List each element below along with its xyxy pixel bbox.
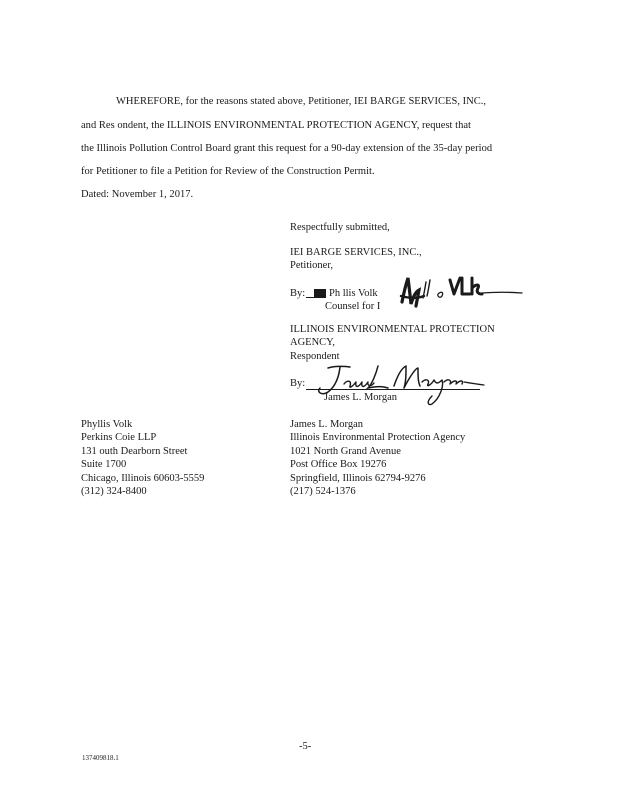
- left-contact-line-6: (312) 324-8400: [81, 486, 147, 497]
- respondent-name-line-2: AGENCY,: [290, 337, 336, 348]
- petitioner-signer-name: Ph llis Volk: [329, 288, 378, 299]
- right-contact-line-5: Springfield, Illinois 62794-9276: [290, 473, 426, 484]
- respectfully-submitted: Respectfully submitted,: [290, 222, 390, 233]
- dated-line: Dated: November 1, 2017.: [81, 189, 194, 200]
- petitioner-handwritten-signature: [398, 274, 524, 310]
- body-line-1: WHEREFORE, for the reasons stated above, Petitioner, IEI BARGE SERVICES, INC.,: [116, 96, 487, 107]
- respondent-handwritten-signature: [306, 362, 486, 408]
- document-code: 137409818.1: [82, 754, 119, 762]
- left-contact-line-1: Phyllis Volk: [81, 419, 133, 430]
- petitioner-by-label: By:: [290, 288, 306, 299]
- body-line-4: for Petitioner to file a Petition for Review of the Construction Permit.: [81, 166, 375, 177]
- respondent-name-line-1: ILLINOIS ENVIRONMENTAL PROTECTION: [290, 324, 495, 335]
- left-contact-line-4: Suite 1700: [81, 459, 127, 470]
- respondent-by-label: By:: [290, 378, 306, 389]
- body-line-2: and Res ondent, the ILLINOIS ENVIRONMENTAL PROTECTION AGENCY, request that: [81, 120, 471, 131]
- right-contact-line-3: 1021 North Grand Avenue: [290, 446, 401, 457]
- left-contact-line-5: Chicago, Illinois 60603-5559: [81, 473, 205, 484]
- respondent-signer-name: James L. Morgan: [324, 392, 398, 403]
- petitioner-name: IEI BARGE SERVICES, INC.,: [290, 247, 422, 258]
- petitioner-signature-line: [306, 297, 326, 298]
- redaction-mark: [314, 289, 326, 297]
- petitioner-role: Petitioner,: [290, 260, 334, 271]
- right-contact-line-6: (217) 524-1376: [290, 486, 356, 497]
- petitioner-counsel: Counsel for I: [325, 301, 381, 312]
- left-contact-line-2: Perkins Coie LLP: [81, 432, 157, 443]
- left-contact-line-3: 131 outh Dearborn Street: [81, 446, 188, 457]
- respondent-role: Respondent: [290, 351, 340, 362]
- right-contact-line-1: James L. Morgan: [290, 419, 364, 430]
- right-contact-line-2: Illinois Environmental Protection Agency: [290, 432, 466, 443]
- right-contact-line-4: Post Office Box 19276: [290, 459, 387, 470]
- body-line-3: the Illinois Pollution Control Board grant this request for a 90-day extension of the 35-day period: [81, 143, 493, 154]
- page-number: -5-: [299, 741, 312, 752]
